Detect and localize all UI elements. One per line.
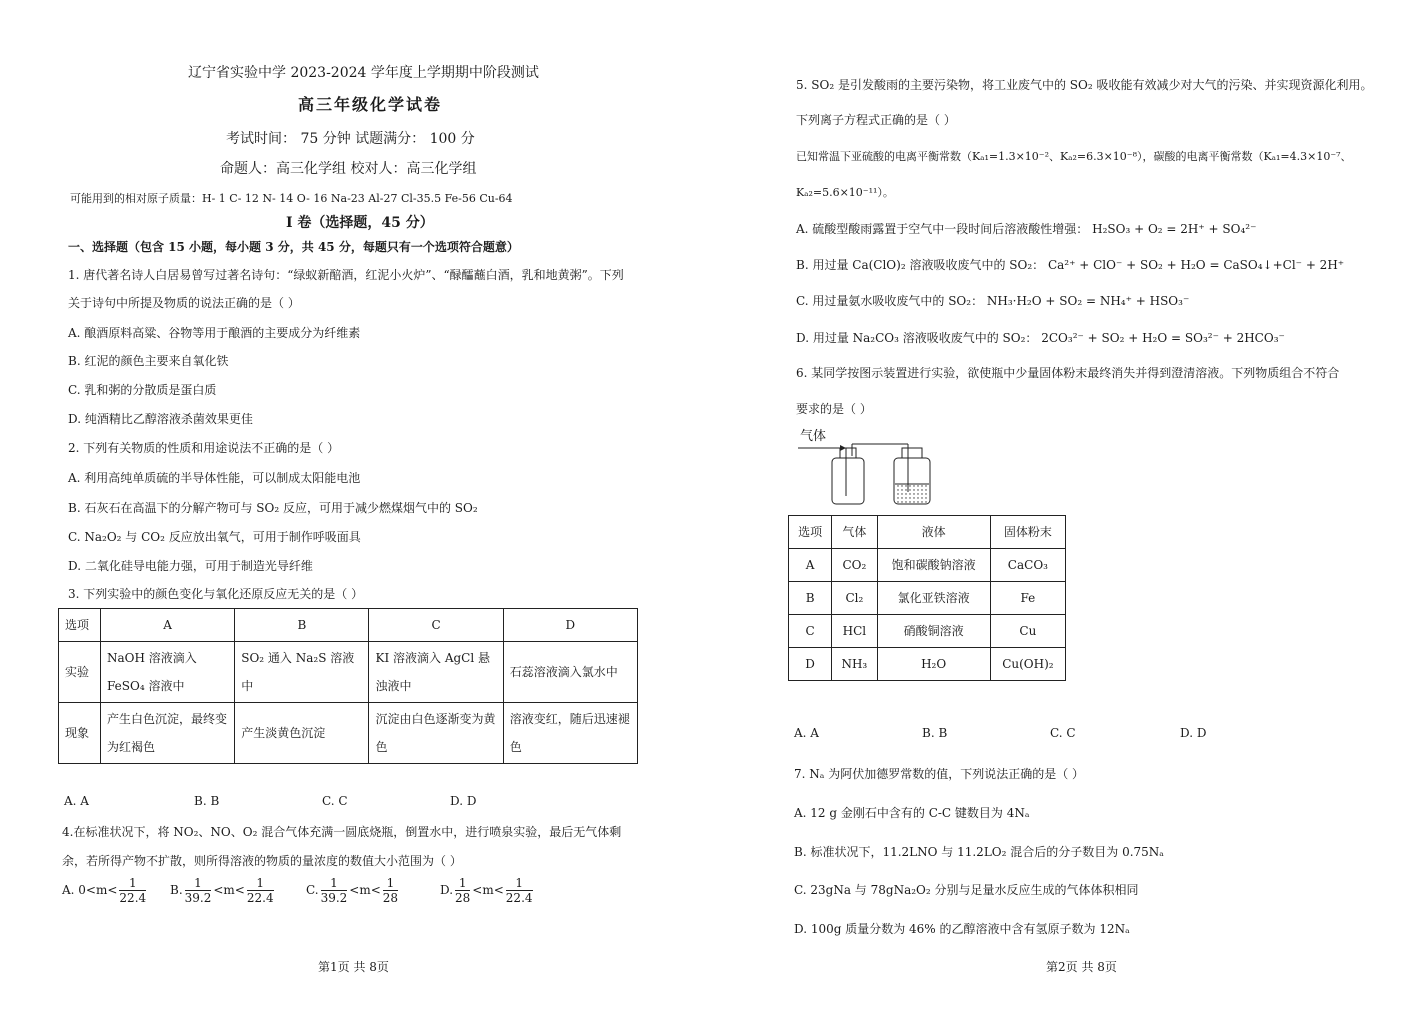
table-cell: 产生白色沉淀，最终变为红褐色	[101, 703, 235, 764]
table-cell: 选项	[59, 609, 101, 642]
q3-option-a: A. A	[64, 794, 89, 808]
exam-header-title: 高三年级化学试卷	[298, 95, 443, 114]
q5-stem-line2: 下列离子方程式正确的是（ ）	[796, 113, 956, 127]
q7-stem: 7. Nₐ 为阿伏加德罗常数的值，下列说法正确的是（ ）	[794, 767, 1085, 781]
table-cell: Cl₂	[832, 582, 877, 615]
table-cell: Cu	[990, 615, 1065, 648]
denominator: 39.2	[320, 891, 348, 905]
denominator: 22.4	[119, 891, 147, 905]
table-cell: 气体	[832, 516, 877, 549]
table-row	[789, 516, 1066, 549]
q6-stem-line2: 要求的是（ ）	[796, 402, 872, 416]
q5-option-c: C. 用过量氨水吸收废气中的 SO₂： NH₃·H₂O + SO₂ = NH₄⁺ + HSO₃⁻	[796, 294, 1190, 308]
numerator: 1	[386, 876, 395, 890]
page-footer: 第1页 共 8页	[318, 960, 389, 974]
table-row	[789, 615, 1066, 648]
table-cell: 石蕊溶液滴入氯水中	[503, 642, 637, 703]
q4-d-label: D.	[440, 883, 454, 897]
denominator: 39.2	[184, 891, 212, 905]
q5-stem-line4: Kₐ₂=5.6×10⁻¹¹）。	[796, 186, 894, 199]
q3-option-d: D. D	[450, 794, 477, 808]
table-cell: CaCO₃	[990, 549, 1065, 582]
section-description: 一、选择题（包含 15 小题，每小题 3 分，共 45 分，每题只有一个选项符合题意）	[68, 240, 519, 254]
q4-option-d	[440, 876, 535, 905]
numerator: 1	[256, 876, 265, 890]
q4-option-a	[62, 876, 148, 905]
table-cell: A	[789, 549, 832, 582]
exam-header-authors: 命题人：高三化学组 校对人：高三化学组	[220, 161, 477, 177]
table-cell: 选项	[789, 516, 832, 549]
q4-option-c	[306, 876, 400, 905]
table-row	[59, 642, 638, 703]
q3-stem: 3. 下列实验中的颜色变化与氧化还原反应无关的是（ ）	[68, 587, 364, 601]
q4-c-label: C.	[306, 883, 319, 897]
bottle-2-neck	[902, 448, 922, 458]
q1-option-b: B. 红泥的颜色主要来自氧化铁	[68, 354, 229, 368]
q5-stem-line3: 已知常温下亚硫酸的电离平衡常数（Kₐ₁=1.3×10⁻²、Kₐ₂=6.3×10⁻⁸），碳酸的电离平衡常数（Kₐ₁=4.3×10⁻⁷、	[796, 150, 1352, 163]
exam-header-time: 考试时间： 75 分钟 试题满分： 100 分	[226, 131, 475, 147]
numerator: 1	[458, 876, 467, 890]
denominator: 22.4	[505, 891, 533, 905]
table-cell: HCl	[832, 615, 877, 648]
numerator: 1	[330, 876, 338, 890]
q5-stem-line1: 5. SO₂ 是引发酸雨的主要污染物，将工业废气中的 SO₂ 吸收能有效减少对大气的污染、并实现资源化利用。	[796, 78, 1373, 92]
table-cell: 硝酸铜溶液	[877, 615, 990, 648]
q3-table	[58, 608, 638, 764]
q7-option-d: D. 100g 质量分数为 46% 的乙醇溶液中含有氢原子数为 12Nₐ	[794, 922, 1130, 936]
table-cell: D	[503, 609, 637, 642]
q5-option-b: B. 用过量 Ca(ClO)₂ 溶液吸收废气中的 SO₂： Ca²⁺ + ClO⁻ + SO₂ + H₂O = CaSO₄↓+Cl⁻ + 2H⁺	[796, 258, 1345, 272]
q4-option-b	[170, 876, 276, 905]
table-cell: 实验	[59, 642, 101, 703]
q7-option-b: B. 标准状况下，11.2LNO 与 11.2LO₂ 混合后的分子数目为 0.75Nₐ	[794, 845, 1164, 859]
gas-label: 气体	[800, 429, 827, 444]
q1-stem-line2: 关于诗句中所提及物质的说法正确的是（ ）	[68, 296, 300, 310]
table-cell: Fe	[990, 582, 1065, 615]
q5-option-d: D. 用过量 Na₂CO₃ 溶液吸收废气中的 SO₂： 2CO₃²⁻ + SO₂ + H₂O = SO₃²⁻ + 2HCO₃⁻	[796, 331, 1285, 345]
q6-option-d: D. D	[1180, 726, 1207, 740]
table-cell: 溶液变红，随后迅速褪色	[503, 703, 637, 764]
table-cell: H₂O	[877, 648, 990, 681]
denominator: 28	[455, 891, 471, 905]
q4-stem-line2: 余，若所得产物不扩散，则所得溶液的物质的量浓度的数值大小范围为（ ）	[62, 854, 462, 868]
fraction	[185, 876, 212, 905]
table-row	[59, 703, 638, 764]
table-cell: 产生淡黄色沉淀	[235, 703, 369, 764]
table-cell: 沉淀由白色逐渐变为黄色	[369, 703, 503, 764]
q1-stem-line1: 1. 唐代著名诗人白居易曾写过著名诗句：“绿蚁新醅酒，红泥小火炉”、“醁醽蘸白酒，乳和地黄粥”。下列	[68, 268, 624, 282]
table-cell: D	[789, 648, 832, 681]
table-cell: SO₂ 通入 Na₂S 溶液中	[235, 642, 369, 703]
q7-option-a: A. 12 g 金刚石中含有的 C-C 键数目为 4Nₐ	[794, 806, 1030, 820]
right-page	[714, 0, 1428, 1015]
section-title: I 卷（选择题，45 分）	[286, 215, 434, 231]
liquid-fill	[895, 485, 929, 503]
table-row	[789, 648, 1066, 681]
q1-option-c: C. 乳和粥的分散质是蛋白质	[68, 383, 217, 397]
q5-option-a: A. 硫酸型酸雨露置于空气中一段时间后溶液酸性增强： H₂SO₃ + O₂ = 2H⁺ + SO₄²⁻	[796, 222, 1257, 236]
q4-b-label: B.	[170, 883, 183, 897]
table-cell: CO₂	[832, 549, 877, 582]
table-cell: 液体	[877, 516, 990, 549]
bottle-1	[832, 458, 864, 504]
q3-option-b: B. B	[194, 794, 220, 808]
q7-option-c: C. 23gNa 与 78gNa₂O₂ 分别与足量水反应生成的气体体积相同	[794, 883, 1139, 897]
table-cell: B	[789, 582, 832, 615]
q4-a-label: A. 0<m<	[62, 883, 118, 897]
fraction	[455, 876, 470, 905]
q2-option-c: C. Na₂O₂ 与 CO₂ 反应放出氧气，可用于制作呼吸面具	[68, 530, 361, 544]
table-row	[789, 582, 1066, 615]
table-cell: C	[369, 609, 503, 642]
table-row	[59, 609, 638, 642]
q6-stem-line1: 6. 某同学按图示装置进行实验，欲使瓶中少量固体粉末最终消失并得到澄清溶液。下列物质组合不符合	[796, 366, 1340, 380]
atomic-masses: 可能用到的相对原子质量：H- 1 C- 12 N- 14 O- 16 Na-23 Al-27 Cl-35.5 Fe-56 Cu-64	[70, 192, 513, 205]
table-row	[789, 549, 1066, 582]
denominator: 22.4	[246, 891, 274, 905]
numerator: 1	[128, 876, 137, 890]
table-cell: C	[789, 615, 832, 648]
page-footer: 第2页 共 8页	[1046, 960, 1117, 974]
q6-option-a: A. A	[794, 726, 819, 740]
denominator: 28	[382, 891, 399, 905]
table-cell: A	[101, 609, 235, 642]
numerator: 1	[194, 876, 202, 890]
fraction	[247, 876, 274, 905]
gas-apparatus-diagram	[796, 436, 936, 508]
numerator: 1	[515, 876, 523, 890]
fraction	[383, 876, 398, 905]
fraction	[321, 876, 348, 905]
inequality: <m<	[213, 883, 245, 897]
q2-option-d: D. 二氧化硅导电能力强，可用于制造光导纤维	[68, 559, 313, 573]
q6-table	[788, 515, 1066, 681]
table-cell: NH₃	[832, 648, 877, 681]
q1-option-d: D. 纯酒精比乙醇溶液杀菌效果更佳	[68, 412, 253, 426]
inequality: <m<	[472, 883, 504, 897]
q6-option-b: B. B	[922, 726, 948, 740]
fraction	[119, 876, 146, 905]
q6-option-c: C. C	[1050, 726, 1076, 740]
table-cell: 饱和碳酸钠溶液	[877, 549, 990, 582]
q1-option-a: A. 酿酒原料高粱、谷物等用于酿酒的主要成分为纤维素	[68, 326, 361, 340]
q2-option-b: B. 石灰石在高温下的分解产物可与 SO₂ 反应，可用于减少燃煤烟气中的 SO₂	[68, 501, 478, 515]
inequality: <m<	[349, 883, 381, 897]
table-cell: Cu(OH)₂	[990, 648, 1065, 681]
fraction	[506, 876, 533, 905]
table-cell: KI 溶液滴入 AgCl 悬浊液中	[369, 642, 503, 703]
table-cell: 固体粉末	[990, 516, 1065, 549]
table-cell: 现象	[59, 703, 101, 764]
q2-option-a: A. 利用高纯单质硫的半导体性能，可以制成太阳能电池	[68, 471, 361, 485]
table-cell: 氯化亚铁溶液	[877, 582, 990, 615]
exam-header-school: 辽宁省实验中学 2023-2024 学年度上学期期中阶段测试	[188, 65, 539, 81]
q2-stem: 2. 下列有关物质的性质和用途说法不正确的是（ ）	[68, 441, 340, 455]
table-cell: B	[235, 609, 369, 642]
q3-option-c: C. C	[322, 794, 348, 808]
table-cell: NaOH 溶液滴入 FeSO₄ 溶液中	[101, 642, 235, 703]
q4-stem-line1: 4.在标准状况下，将 NO₂、NO、O₂ 混合气体充满一圆底烧瓶，倒置水中，进行喷泉实验，最后无气体剩	[62, 825, 622, 839]
